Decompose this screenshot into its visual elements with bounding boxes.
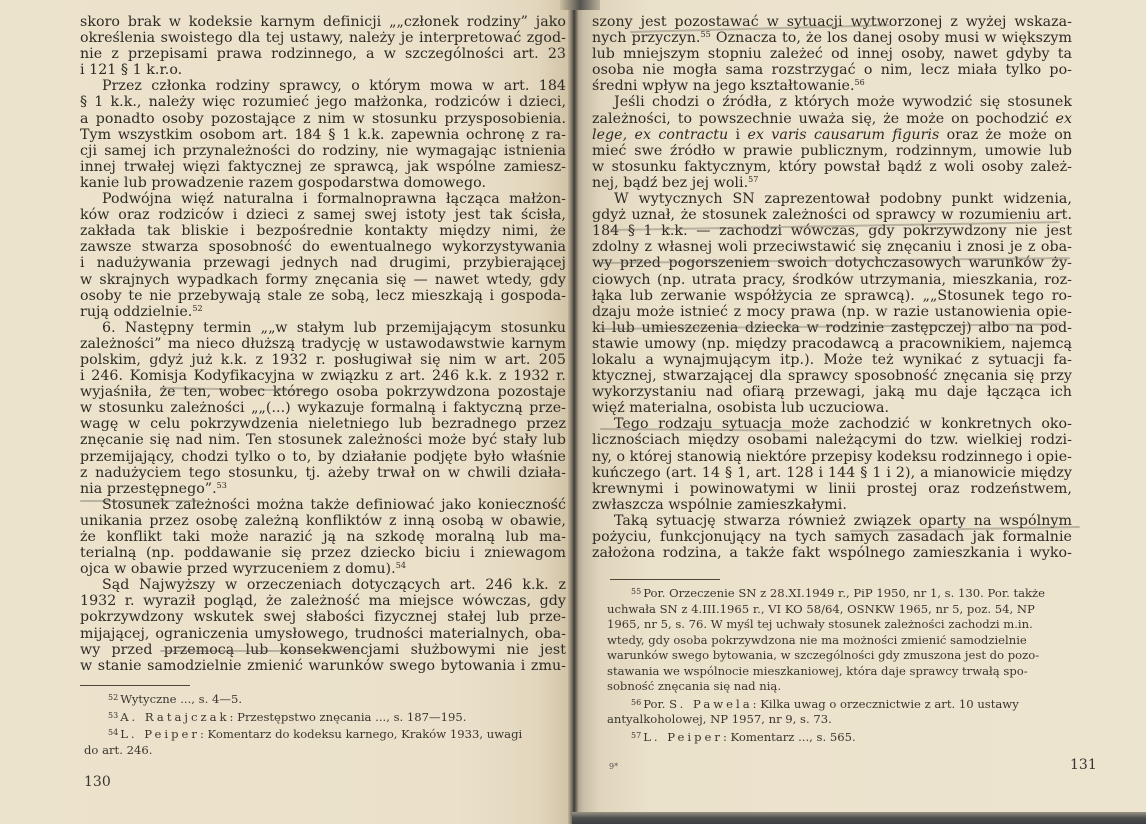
footnote-text: : Komentarz ..., s. 565. [722,729,856,744]
footnote-author: A. Ratajczak [120,709,230,724]
text-run: kanie lub prowadzenie razem gospodarstwa domowego. [80,174,487,191]
text-line [80,255,566,271]
text-run: Stosunek zależności można także definiować jako konieczność [102,496,566,513]
text-run: określenia swoistego dla tej ustawy, należy je interpretować zgod- [80,30,566,47]
text-line [592,400,1072,416]
text-line [80,481,566,497]
text-run: osoby te nie przebywają stale ze sobą, lecz mieszkają i gospoda- [80,287,566,304]
text-run: § 1 k.k., należy więc rozumieć jego małżonka, rodziców i dzieci, [80,94,566,111]
text-run: szony jest pozostawać w sytuacji wytworzonej z wyżej wskaza- [592,14,1072,30]
text-run: mijającej, ograniczenia umysłowego, trudności materialnych, oba- [80,625,566,642]
footnote-author: L. Peiper [120,727,200,741]
text-run: ojca w obawie przed wyrzuceniem z domu). [80,561,396,578]
text-run: ciowych (np. utrata pracy, środków utrzymania, mieszkania, roz- [592,271,1072,288]
text-line [80,368,566,384]
text-line [80,384,566,400]
text-run: znęcanie się nad nim. Ten stosunek zależności może być stały lub [80,432,566,449]
text-run: stawie umowy (np. między pracodawcą a pracownikiem, najemcą [592,335,1072,352]
text-line [592,529,1072,545]
text-line [80,545,566,561]
text-line [80,320,566,336]
footnote-text: Por. Orzeczenie SN z 28.XI.1949 r., PiP 1950, nr 1, s. 130. Por. także [643,586,1046,600]
text-run: innej trwałej więzi faktycznej ze sprawcą, jak wspólne zamiesz- [80,158,566,175]
text-run: łąka lub zerwanie współżycia ze sprawcą). „„Stosunek tego ro- [592,287,1072,304]
footnote-number: 54 [108,728,119,737]
text-run: cji samej ich przynależności do rodziny, nie wymagając istnienia [80,142,566,159]
text-line [80,14,566,30]
text-line [80,272,566,288]
text-line [80,223,566,239]
text-run: zakłada tak bliskie i bezpośrednie kontakty między nimi, że [80,223,566,240]
text-line [80,78,566,94]
footnote-reference: 54 [395,561,406,571]
text-run: w stosunku zależności „„(...) wykazuje formalną i faktyczną prze- [80,400,566,417]
footnote [607,584,1081,602]
text-line [592,46,1072,62]
text-line [80,191,566,207]
text-line [592,127,1072,143]
footnote-number: 56 [631,697,642,707]
left-footnote-separator [80,685,190,686]
text-run: nych przyczyn. [592,30,701,47]
text-run: Jeśli chodzi o źródła, z których może wywodzić się stosunek [614,94,1072,111]
footnote-continuation: do art. 246. [84,742,153,757]
text-line [592,352,1072,368]
text-run: ków oraz rodziców i dzieci z samej swej istoty jest tak ścisła, [80,207,566,224]
text-run: 1932 r. wyraził pogląd, że zależność ma miejsce wówczas, gdy [80,593,566,610]
text-run: z nadużyciem tego stosunku, tj. ażeby trwał on w chwili działa- [80,464,566,481]
text-line [592,384,1072,400]
text-line [592,111,1072,127]
text-line [592,432,1072,448]
text-run: wy przed przemocą lub konsekwencjami służbowymi nie jest [80,641,566,658]
footnote-reference: 55 [700,30,711,40]
text-run: i 121 § 1 k.r.o. [80,62,183,79]
footnote-text: : Przestępstwo znęcania ..., s. 187—195. [229,709,467,724]
text-run: oraz że może on [939,126,1072,143]
text-run: unikania przez osobę zależną konfliktów z inną osobą w obawie, [80,512,566,529]
footnote-continuation: antyalkoholowej, NP 1957, nr 9, s. 73. [607,712,832,726]
footnote-text: Wytyczne ..., s. 4—5. [120,692,243,706]
text-line [592,207,1072,223]
text-run: Podwójna więź naturalna i formalnoprawna łącząca małżon- [102,191,566,208]
footnote-continuation: uchwała SN z 4.III.1965 r., VI KO 58/64, OSNKW 1965, nr 5, poz. 54, NP [607,601,1035,616]
text-line [80,593,566,609]
text-run: wyjaśniła, że ten, wobec którego osoba pokrzywdzona pozostaje [80,384,566,401]
footnote [84,725,568,743]
right-footnote-separator [610,579,720,580]
text-line [592,481,1072,497]
text-line [80,304,566,320]
footnote-reference: 56 [854,78,865,88]
text-line [80,416,566,432]
text-run: terialną (np. poddawanie się przez dziecko biciu i zniewagom [80,545,566,562]
right-page-body-text [592,14,1072,561]
text-run: i [728,126,748,143]
text-run: polskim, gdyż już k.k. z 1932 r. posługiwał się nim w art. 205 [80,351,566,368]
footnote-continuation: wtedy, gdy osoba pokrzywdzona nie ma możności zmienić samodzielnie [607,632,1027,647]
footnote-author: L. Peiper [643,729,723,744]
text-run: gdyż uznał, że stosunek zależności od sprawcy w rozumieniu art. [592,207,1072,224]
text-run: zdolny z własnej woli przeciwstawić się znęcaniu i znosi je z oba- [592,239,1072,256]
text-run: 6. Następny termin „„w stałym lub przemijającym stosunku [102,319,566,336]
pencil-underline [80,500,200,502]
text-run: ktycznej, stwarzającej dla sprawcy sposobność znęcania się przy [592,368,1072,385]
text-line [592,288,1072,304]
text-run: nie z przepisami prawa rodzinnego, a w szczególności art. 23 [80,46,566,63]
text-run: ki lub umieszczenia dziecka w rodzinie zastępczej) albo na pod- [592,319,1072,336]
text-run: Tym wszystkim osobom art. 184 § 1 k.k. zapewnia ochronę z ra- [80,126,566,143]
text-line [80,62,566,78]
footnote [84,708,568,726]
text-line [592,239,1072,255]
text-run: założona rodzina, a także fakt wspólnego zamieszkania i wyko- [592,545,1072,562]
printer-signature-mark: 9* [609,762,619,771]
footnote-number: 53 [108,710,119,720]
text-line [80,465,566,481]
text-run: Tego rodzaju sytuacja może zachodzić w konkretnych oko- [614,416,1072,433]
book-spine-gutter [568,0,578,824]
text-run: przemijający, chodzi tylko o to, by działanie podjęte było właśnie [80,448,566,465]
text-run: krewnymi i powinowatymi w linii prostej oraz rodzeństwem, [592,480,1072,497]
footnote-reference: 57 [748,174,759,184]
text-run: a ponadto osoby pozostające z nim w stosunku przysposobienia. [80,110,566,127]
text-run: średni wpływ na jego kształtowanie. [592,78,855,95]
text-line [80,352,566,368]
text-run: lokalu a wynajmującym itp.). Może też wynikać z sytuacji fa- [592,351,1072,368]
text-line [80,449,566,465]
text-run: w stanie samodzielnie zmienić warunków swego bytowania i zmu- [80,657,566,674]
text-line [592,465,1072,481]
text-run: Przez członka rodziny sprawcy, o którym mowa w art. 184 [102,78,566,95]
text-run: pokrzywdzony wskutek swej słabości fizycznej stałej lub prze- [80,609,566,626]
text-run: wagę w celu pokrzywdzenia nieletniego lub bezradnego przez [80,416,566,433]
text-line [80,288,566,304]
text-line [592,368,1072,384]
italic-latin-phrase: ex varis causarum figuris [747,126,940,143]
text-run: zależności” ma nieco dłuższą tradycję w ustawodawstwie karnym [80,335,566,352]
text-line [80,111,566,127]
text-run: i 246. Komisja Kodyfikacyjna w związku z art. 246 k.k. z 1932 r. [80,368,566,385]
text-line [592,62,1072,78]
footnote-reference: 52 [192,303,203,313]
text-run: rują oddzielnie. [80,303,193,320]
text-run: W wytycznych SN zaprezentował podobny punkt widzenia, [614,191,1072,208]
text-line [80,94,566,110]
spine-top-shadow [560,0,600,10]
pencil-circle-mark [160,650,360,652]
text-run: wykorzystaniu nad ofiarą przewagi, jaką mu daje łącząca ich [592,384,1072,401]
text-run: licznościach między osobami należącymi do tzw. wielkiej rodzi- [592,432,1072,449]
text-run: 184 § 1 k.k. — zachodzi wówczas, gdy pokrzywdzony nie jest [592,223,1072,240]
footnote-text: : Kilka uwag o orzecznictwie z art. 10 ustawy [752,696,1019,711]
text-line [592,191,1072,207]
text-line [80,239,566,255]
left-page-body-text [80,14,566,674]
text-run: w skrajnych wypadkach formy znęcania się — nawet wtedy, gdy [80,271,566,288]
footnote [84,690,568,708]
footnote-text: : Komentarz do kodeksu karnego, Kraków 1933, uwagi [199,727,523,741]
text-line [80,577,566,593]
text-run: że konflikt taki może narazić ją na szkodę moralną lub ma- [80,529,566,545]
footnote-number: 57 [631,730,642,740]
text-line [592,30,1072,46]
text-run: i nadużywania przewagi jednych nad drugimi, przybierającej [80,255,566,272]
page-number-left: 130 [84,774,111,790]
footnote [607,728,1081,746]
text-run: w stosunku faktycznym, który powstał bądź z woli osoby zależ- [592,158,1072,175]
footnote-continuation: stawania we wspólnocie mieszkaniowej, która daje sprawcy trwałą spo- [607,663,1028,678]
text-line [80,127,566,143]
footnote-number: 55 [631,587,642,596]
text-line [592,175,1072,191]
text-run: dzaju może istnieć z mocy prawa (np. w razie ustanowienia opie- [592,303,1072,320]
text-run: Oznacza to, że los danej osoby musi w większym [710,30,1072,47]
text-line [80,207,566,223]
text-line [592,143,1072,159]
text-line [80,529,566,545]
text-line [592,159,1072,175]
text-line [592,94,1072,110]
text-line [592,304,1072,320]
text-line [80,143,566,159]
text-line [592,272,1072,288]
text-line [80,561,566,577]
text-run: zwłaszcza wspólnie zamieszkałymi. [592,496,847,513]
right-page-footnotes [607,584,1081,745]
text-line [80,626,566,642]
text-run: nia przestępnego”. [80,480,217,497]
footnote-reference: 53 [216,480,227,490]
text-run: zawsze stwarza sposobność do ewentualnego wykorzystywania [80,239,566,256]
text-run: Taką sytuację stwarza również związek oparty na wspólnym [614,512,1072,529]
text-run: pożyciu, funkcjonujący na tych samych zasadach jak formalnie [592,529,1072,545]
text-run: nej, bądź bez jej woli. [592,174,749,191]
text-line [592,497,1072,513]
text-run: Sąd Najwyższy w orzeczeniach dotyczących art. 246 k.k. z [102,577,566,594]
text-run: ny, o której stanowią niektóre przepisy kodeksu rodzinnego i opie- [592,448,1072,465]
text-run: osoba nie mogła sama rozstrzygać o nim, lecz miała tylko po- [592,62,1072,79]
text-run: skoro brak w kodeksie karnym definicji „„członek rodziny” jako [80,14,566,30]
footnote-continuation: sobność znęcania się nad nią. [607,679,782,693]
footnote-prefix: Por. [643,696,670,711]
text-line [592,78,1072,94]
text-line [592,336,1072,352]
text-run: mieć swe źródło w prawie publicznym, rodzinnym, umowie lub [592,142,1072,159]
text-run: wy przed pogorszeniem swoich dotychczasowych warunków ży- [592,255,1072,272]
footnote-author: S. Pawela [669,696,753,711]
text-line [80,30,566,46]
text-run: kuńczego (art. 14 § 1, art. 128 i 144 § 1 i 2), a mianowicie między [592,464,1072,481]
text-line [592,545,1072,561]
text-line [80,432,566,448]
text-line [80,513,566,529]
footnote-continuation: warunków swego bytowania, w szczególności gdy zmuszona jest do pozo- [607,648,1040,662]
text-run: lub mniejszym stopniu zależeć od innej osoby, nawet gdyby ta [592,46,1072,63]
footnote-number: 52 [108,693,119,702]
text-line [80,175,566,191]
text-line [80,609,566,625]
text-line [80,159,566,175]
text-line [80,46,566,62]
text-line [80,336,566,352]
text-line [80,658,566,674]
footnote-continuation: 1965, nr 5, s. 76. W myśl tej uchwały stosunek zależności zachodzi m.in. [607,617,1033,631]
text-run: zależności, to powszechnie uważa się, że może on pochodzić [592,110,1056,127]
text-line [592,449,1072,465]
italic-latin-phrase: ex [1055,110,1072,127]
left-page-footnotes [84,690,568,758]
italic-latin-phrase: lege, ex contractu [592,126,729,143]
footnote [607,695,1081,713]
text-line [80,400,566,416]
scanner-bed-edge [572,812,1146,824]
page-number-right: 131 [1070,757,1097,773]
text-run: więź materialna, osobista lub uczuciowa. [592,400,890,417]
